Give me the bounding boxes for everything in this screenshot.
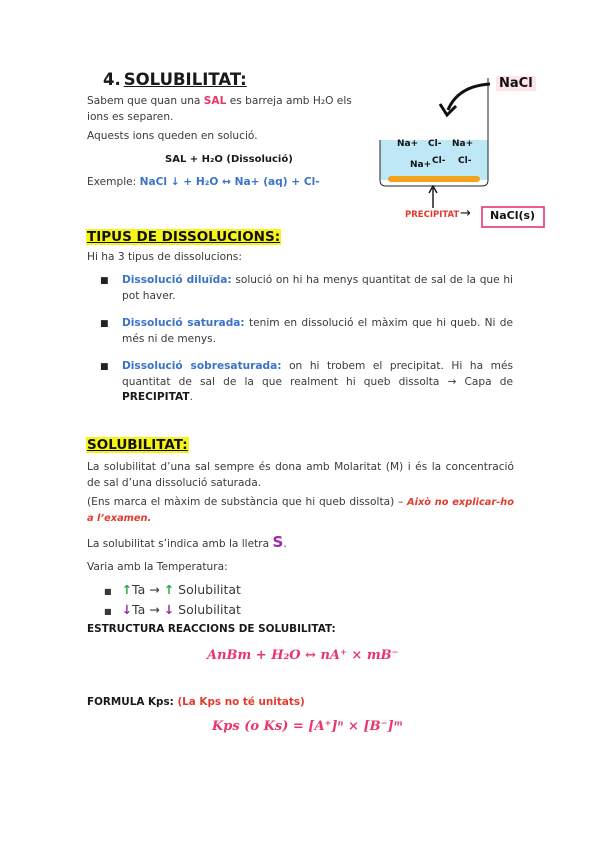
ion-na-3: Na+: [410, 160, 432, 170]
precipitat-label: PRECIPITAT: [405, 210, 460, 220]
sal-keyword: SAL: [203, 95, 227, 107]
note-text: (Ens marca el màxim de substància que hi queb dissolta) –: [87, 496, 408, 508]
tipus-item-saturada: [100, 316, 513, 347]
solubilitat-heading-text: SOLUBILITAT:: [87, 437, 188, 453]
tipus-intro: Hi ha 3 tipus de dissolucions:: [87, 251, 242, 263]
term-diluida: Dissolució diluïda:: [122, 274, 232, 286]
letter-s: S: [272, 533, 284, 551]
temperatura-line: Varia amb la Temperatura:: [87, 561, 228, 573]
letter-text: La solubilitat s’indica amb la lletra: [87, 538, 273, 550]
temp-item-up: [104, 581, 241, 601]
letter-end: .: [283, 538, 287, 550]
kps-note: (La Kps no té unitats): [177, 696, 305, 708]
note-red: Això no explicar-ho a l’examen.: [87, 497, 514, 524]
estructura-formula: AnBm + H₂O ↔ nA⁺ × mB⁻: [207, 648, 399, 663]
kps-line: [87, 696, 305, 708]
solubilitat-note: [87, 495, 514, 526]
tipus-item-sobresaturada: [100, 359, 513, 406]
nacl-label: NaCl: [496, 76, 536, 91]
bullet-icon: ■: [104, 607, 112, 616]
section-title-text: SOLUBILITAT:: [123, 70, 247, 89]
temp-text: Ta →: [132, 582, 164, 597]
text-sobresaturada: on hi trobem el precipitat. Hi ha més quantitat de sal de la que realment hi queb dissolta → Capa de: [122, 360, 514, 388]
down-arrow-icon: ↓: [121, 602, 133, 617]
intro-text-b: es barreja amb H₂O els ions es separen.: [87, 95, 352, 123]
ion-cl-2: Cl-: [432, 156, 446, 166]
kps-formula: Kps (o Ks) = [A⁺]ⁿ × [B⁻]ᵐ: [212, 719, 404, 734]
section-number: 4.: [103, 70, 121, 89]
temp-list: [104, 581, 241, 621]
nacl-s-label: NaCl(s): [490, 209, 536, 222]
example-label: Exemple:: [87, 176, 140, 188]
bullet-icon: ■: [100, 276, 109, 286]
ion-cl-1: Cl-: [428, 139, 442, 149]
dissolution-equation: SAL + H₂O (Dissolució): [165, 154, 293, 165]
estructura-heading: ESTRUCTURA REACCIONS DE SOLUBILITAT:: [87, 623, 336, 635]
ions-paragraph: Aquests ions queden en solució.: [87, 130, 258, 142]
ion-cl-3: Cl-: [458, 156, 472, 166]
section-title: [103, 70, 247, 89]
solubilitat-heading: [86, 434, 189, 453]
intro-paragraph: [87, 94, 372, 125]
ion-na-2: Na+: [452, 139, 474, 149]
temp-text: Ta →: [132, 602, 164, 617]
precipitat-arrow: →: [460, 206, 471, 221]
intro-text-a: Sabem que quan una: [87, 95, 204, 107]
precipitat-bold: PRECIPITAT: [122, 391, 190, 403]
tipus-item-diluida: [100, 273, 513, 304]
precipitate-layer: [388, 176, 480, 182]
solubilitat-definition: La solubilitat d’una sal sempre és dona amb Molaritat (M) i és la concentració de sal d’una dissolució saturada.: [87, 461, 514, 489]
tipus-heading-text: TIPUS DE DISSOLUCIONS:: [87, 229, 281, 245]
text-diluida: solució on hi ha menys quantitat de sal de la que hi pot haver.: [122, 274, 513, 302]
term-saturada: Dissolució saturada:: [122, 317, 245, 329]
term-sobresaturada: Dissolució sobresaturada:: [122, 360, 282, 372]
example-formula: NaCl ↓ + H₂O ↔ Na+ (aq) + Cl-: [139, 176, 320, 188]
tipus-heading: [86, 226, 281, 245]
up-arrow-icon: ↑: [121, 582, 133, 597]
solubilitat-letter: [87, 535, 287, 553]
example-line: [87, 175, 320, 191]
ion-na-1: Na+: [397, 139, 419, 149]
dissolution-diagram: [370, 70, 570, 230]
temp-item-down: [104, 601, 241, 621]
up-arrow-icon: ↑: [163, 582, 175, 597]
solubilitat-text: Solubilitat: [174, 602, 241, 617]
down-arrow-icon: ↓: [163, 602, 175, 617]
text-saturada: tenim en dissolució el màxim que hi queb. Ni de més ni de menys.: [122, 317, 513, 345]
text-end: .: [189, 391, 193, 403]
bullet-icon: ■: [104, 587, 112, 596]
bullet-icon: ■: [100, 362, 109, 372]
bullet-icon: ■: [100, 319, 109, 329]
solubilitat-text: Solubilitat: [174, 582, 241, 597]
kps-label: FORMULA Kps:: [87, 696, 178, 708]
